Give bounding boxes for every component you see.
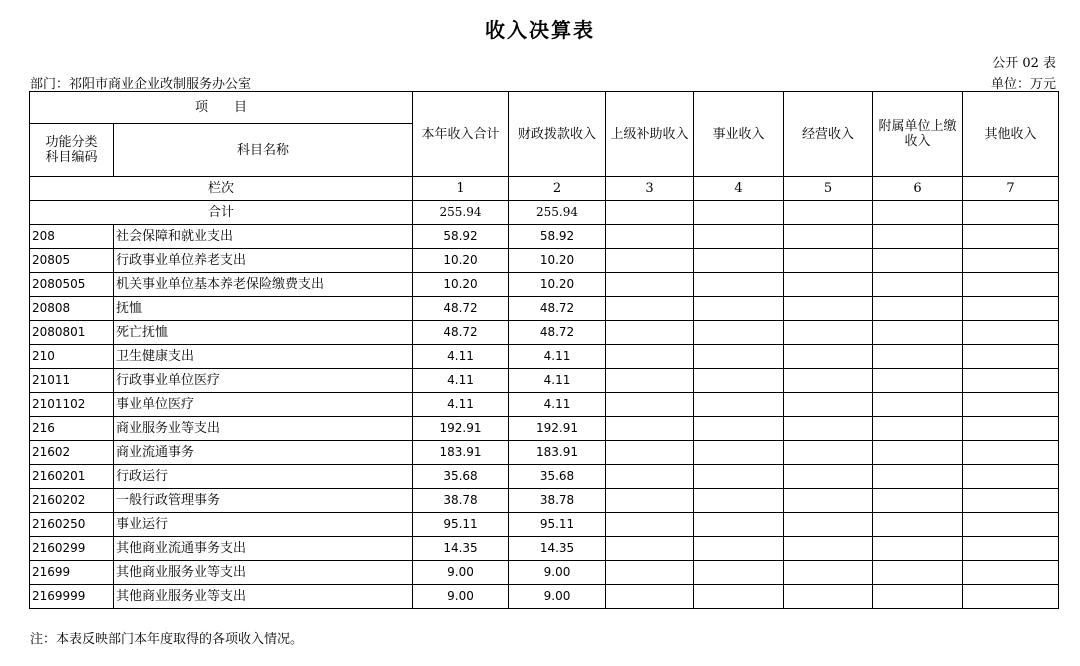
department-label: 部门：祁阳市商业企业改制服务办公室 — [30, 77, 252, 92]
empty-cell — [873, 249, 963, 273]
empty-cell — [963, 225, 1059, 249]
subject-name: 行政运行 — [114, 465, 413, 489]
empty-cell — [784, 321, 873, 345]
fiscal-income-cell: 9.00 — [509, 561, 606, 585]
table-row — [30, 441, 1059, 465]
empty-cell — [784, 489, 873, 513]
subject-code: 2080505 — [30, 273, 114, 297]
empty-cell — [694, 225, 784, 249]
table-row — [30, 489, 1059, 513]
empty-cell — [694, 489, 784, 513]
empty-cell — [606, 585, 694, 609]
empty-cell — [694, 513, 784, 537]
empty-cell — [784, 273, 873, 297]
subject-code: 20805 — [30, 249, 114, 273]
empty-cell — [784, 225, 873, 249]
empty-cell — [963, 465, 1059, 489]
subject-code: 20808 — [30, 297, 114, 321]
empty-cell — [873, 273, 963, 297]
empty-cell — [784, 369, 873, 393]
col-number-5: 5 — [784, 177, 873, 201]
fiscal-income-cell: 10.20 — [509, 249, 606, 273]
empty-cell — [694, 321, 784, 345]
fiscal-income-cell: 192.91 — [509, 417, 606, 441]
total-row — [30, 201, 1059, 225]
form-number: 公开 02 表 — [992, 56, 1056, 71]
empty-cell — [606, 297, 694, 321]
empty-cell — [873, 369, 963, 393]
col-number-3: 3 — [606, 177, 694, 201]
table-row — [30, 321, 1059, 345]
total-income-cell: 4.11 — [413, 393, 509, 417]
page-title: 收入决算表 — [485, 18, 595, 42]
fiscal-income-cell: 4.11 — [509, 345, 606, 369]
subject-code: 21699 — [30, 561, 114, 585]
subject-code: 2160202 — [30, 489, 114, 513]
table-row — [30, 585, 1059, 609]
empty-cell — [606, 249, 694, 273]
subject-code: 210 — [30, 345, 114, 369]
empty-cell — [873, 441, 963, 465]
empty-cell — [963, 489, 1059, 513]
header-item: 项 目 — [30, 92, 413, 124]
table-row — [30, 249, 1059, 273]
empty-cell — [963, 441, 1059, 465]
empty-cell — [606, 561, 694, 585]
fiscal-income-cell: 10.20 — [509, 273, 606, 297]
subject-name: 卫生健康支出 — [114, 345, 413, 369]
subject-code: 2160250 — [30, 513, 114, 537]
empty-cell — [784, 465, 873, 489]
total-fiscal-value: 255.94 — [509, 201, 606, 225]
header-col-5: 经营收入 — [784, 92, 873, 177]
header-col-7: 其他收入 — [963, 92, 1059, 177]
empty-cell — [784, 513, 873, 537]
empty-cell — [694, 561, 784, 585]
subject-code: 2169999 — [30, 585, 114, 609]
total-income-value: 255.94 — [413, 201, 509, 225]
total-income-cell: 14.35 — [413, 537, 509, 561]
col-number-6: 6 — [873, 177, 963, 201]
subject-name: 行政事业单位医疗 — [114, 369, 413, 393]
total-income-cell: 4.11 — [413, 369, 509, 393]
empty-cell — [873, 417, 963, 441]
total-income-cell: 95.11 — [413, 513, 509, 537]
total-income-cell: 48.72 — [413, 321, 509, 345]
empty-cell — [606, 441, 694, 465]
footnote: 注：本表反映部门本年度取得的各项收入情况。 — [30, 632, 304, 647]
subject-name: 其他商业流通事务支出 — [114, 537, 413, 561]
empty-cell — [873, 225, 963, 249]
empty-cell — [873, 321, 963, 345]
empty-cell — [873, 489, 963, 513]
table-row — [30, 417, 1059, 441]
fiscal-income-cell: 4.11 — [509, 369, 606, 393]
empty-cell — [873, 513, 963, 537]
empty-cell — [606, 321, 694, 345]
empty-cell — [784, 441, 873, 465]
empty-cell — [873, 465, 963, 489]
empty-cell — [694, 441, 784, 465]
subject-code: 2160201 — [30, 465, 114, 489]
total-income-cell: 10.20 — [413, 249, 509, 273]
empty-cell — [963, 321, 1059, 345]
unit-label: 单位：万元 — [990, 77, 1056, 92]
total-income-cell: 58.92 — [413, 225, 509, 249]
table-row — [30, 393, 1059, 417]
empty-cell — [694, 369, 784, 393]
empty-cell — [606, 225, 694, 249]
empty-cell — [784, 585, 873, 609]
fiscal-income-cell: 58.92 — [509, 225, 606, 249]
empty-cell — [873, 393, 963, 417]
table-row — [30, 465, 1059, 489]
empty-cell — [694, 297, 784, 321]
table-row — [30, 345, 1059, 369]
empty-cell — [963, 345, 1059, 369]
empty-cell — [694, 273, 784, 297]
income-table — [29, 91, 1059, 609]
empty-cell — [784, 249, 873, 273]
header-func-code: 功能分类 科目编码 — [30, 124, 114, 177]
total-income-cell: 35.68 — [413, 465, 509, 489]
row-index-label: 栏次 — [30, 177, 413, 201]
empty-cell — [784, 297, 873, 321]
subject-code: 21602 — [30, 441, 114, 465]
fiscal-income-cell: 48.72 — [509, 321, 606, 345]
subject-code: 216 — [30, 417, 114, 441]
empty-cell — [873, 585, 963, 609]
empty-cell — [606, 273, 694, 297]
table-row — [30, 513, 1059, 537]
subject-name: 行政事业单位养老支出 — [114, 249, 413, 273]
total-income-cell: 4.11 — [413, 345, 509, 369]
subject-name: 社会保障和就业支出 — [114, 225, 413, 249]
table-row — [30, 537, 1059, 561]
empty-cell — [963, 273, 1059, 297]
subject-code: 208 — [30, 225, 114, 249]
empty-cell — [694, 465, 784, 489]
total-income-cell: 48.72 — [413, 297, 509, 321]
total-income-cell: 38.78 — [413, 489, 509, 513]
empty-cell — [784, 417, 873, 441]
subject-name: 事业运行 — [114, 513, 413, 537]
empty-cell — [963, 537, 1059, 561]
empty-cell — [963, 417, 1059, 441]
total-income-cell: 192.91 — [413, 417, 509, 441]
empty-cell — [606, 201, 694, 225]
subject-name: 抚恤 — [114, 297, 413, 321]
empty-cell — [873, 297, 963, 321]
empty-cell — [784, 345, 873, 369]
subject-name: 死亡抚恤 — [114, 321, 413, 345]
empty-cell — [694, 585, 784, 609]
empty-cell — [963, 201, 1059, 225]
empty-cell — [694, 417, 784, 441]
empty-cell — [963, 249, 1059, 273]
col-number-7: 7 — [963, 177, 1059, 201]
subject-code: 2160299 — [30, 537, 114, 561]
fiscal-income-cell: 38.78 — [509, 489, 606, 513]
empty-cell — [963, 585, 1059, 609]
empty-cell — [606, 513, 694, 537]
empty-cell — [694, 201, 784, 225]
empty-cell — [606, 417, 694, 441]
subject-code: 2101102 — [30, 393, 114, 417]
total-income-cell: 183.91 — [413, 441, 509, 465]
table-row — [30, 369, 1059, 393]
empty-cell — [606, 465, 694, 489]
subject-name: 商业流通事务 — [114, 441, 413, 465]
fiscal-income-cell: 35.68 — [509, 465, 606, 489]
empty-cell — [694, 345, 784, 369]
table-row — [30, 561, 1059, 585]
table-row — [30, 273, 1059, 297]
subject-name: 一般行政管理事务 — [114, 489, 413, 513]
empty-cell — [694, 393, 784, 417]
empty-cell — [606, 537, 694, 561]
empty-cell — [694, 249, 784, 273]
subject-code: 21011 — [30, 369, 114, 393]
empty-cell — [963, 561, 1059, 585]
empty-cell — [784, 537, 873, 561]
table-row — [30, 297, 1059, 321]
subject-code: 2080801 — [30, 321, 114, 345]
fiscal-income-cell: 183.91 — [509, 441, 606, 465]
header-col-2: 财政拨款收入 — [509, 92, 606, 177]
col-number-2: 2 — [509, 177, 606, 201]
empty-cell — [606, 369, 694, 393]
empty-cell — [784, 393, 873, 417]
fiscal-income-cell: 48.72 — [509, 297, 606, 321]
empty-cell — [606, 345, 694, 369]
empty-cell — [606, 393, 694, 417]
total-label: 合计 — [30, 201, 413, 225]
subject-name: 商业服务业等支出 — [114, 417, 413, 441]
empty-cell — [694, 537, 784, 561]
empty-cell — [784, 561, 873, 585]
table-row — [30, 225, 1059, 249]
header-col-3: 上级补助收入 — [606, 92, 694, 177]
subject-name: 事业单位医疗 — [114, 393, 413, 417]
empty-cell — [873, 345, 963, 369]
fiscal-income-cell: 9.00 — [509, 585, 606, 609]
col-number-4: 4 — [694, 177, 784, 201]
subject-name: 其他商业服务业等支出 — [114, 585, 413, 609]
empty-cell — [963, 297, 1059, 321]
col-number-1: 1 — [413, 177, 509, 201]
empty-cell — [784, 201, 873, 225]
header-col-4: 事业收入 — [694, 92, 784, 177]
empty-cell — [873, 537, 963, 561]
empty-cell — [963, 513, 1059, 537]
fiscal-income-cell: 4.11 — [509, 393, 606, 417]
header-subject-name: 科目名称 — [114, 124, 413, 177]
fiscal-income-cell: 95.11 — [509, 513, 606, 537]
empty-cell — [963, 393, 1059, 417]
header-col-1: 本年收入合计 — [413, 92, 509, 177]
total-income-cell: 10.20 — [413, 273, 509, 297]
header-col-6: 附属单位上缴 收入 — [873, 92, 963, 177]
empty-cell — [606, 489, 694, 513]
total-income-cell: 9.00 — [413, 561, 509, 585]
empty-cell — [873, 201, 963, 225]
fiscal-income-cell: 14.35 — [509, 537, 606, 561]
total-income-cell: 9.00 — [413, 585, 509, 609]
empty-cell — [873, 561, 963, 585]
empty-cell — [963, 369, 1059, 393]
subject-name: 机关事业单位基本养老保险缴费支出 — [114, 273, 413, 297]
subject-name: 其他商业服务业等支出 — [114, 561, 413, 585]
